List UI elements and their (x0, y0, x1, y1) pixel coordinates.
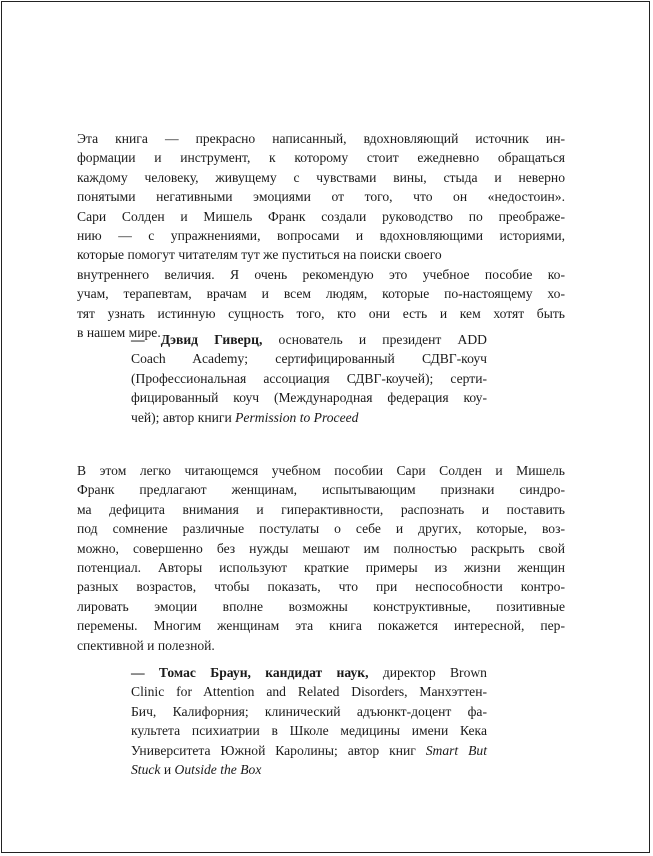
text-line: внутреннего величия. Я очень рекомендую это учебное пособие ко- (77, 266, 565, 282)
attribution-line (131, 741, 487, 760)
conjunction: и (163, 761, 172, 777)
author-name: — Дэвид Гиверц, (131, 332, 263, 347)
endorsement-attribution-2 (131, 663, 487, 779)
endorsement-quote-2 (77, 461, 565, 655)
text-line: Сари Солден и Мишель Франк создали руководство по преображе- (77, 208, 565, 224)
text-line: формации и инструмент, к которому стоит ежедневно обращаться (77, 150, 565, 166)
text-line: можно, совершенно без нужды мешают им полностью раскрыть свой (77, 540, 565, 556)
text-line: учам, терапевтам, врачам и всем людям, которые по-настоящему хо- (77, 286, 565, 302)
author-name: — Томас Браун, кандидат наук, (131, 665, 369, 680)
text-line: под сомнение различные постулаты о себе и других, которые, воз- (77, 521, 565, 537)
endorsement-attribution-1 (131, 330, 487, 427)
attribution-line (131, 760, 487, 779)
attribution-line: Бич, Калифорния; клинический адъюнкт-доцент фа- (131, 703, 487, 719)
text-line: каждому человеку, живущему с чувствами вины, стыда и неверно (77, 169, 565, 185)
attribution-line: (Профессиональная ассоциация СДВГ-коучей); серти- (131, 370, 487, 386)
attribution-line (131, 330, 487, 349)
text-line: нию — с упражнениями, вопросами и вдохновляющими историями, (77, 227, 565, 243)
attribution-text: чей); автор книги (131, 409, 232, 425)
attribution-text: Университета Южной Каролины; автор книг (131, 742, 416, 758)
text-line: разных возрастов, чтобы показать, что при неспособности контро- (77, 579, 565, 595)
attribution-line (131, 663, 487, 682)
text-line: Эта книга — прекрасно написанный, вдохновляющий источник ин- (77, 131, 565, 146)
text-line: ма дефицита внимания и гиперактивности, распознать и поставить (77, 501, 565, 517)
text-line: Франк предлагают женщинам, испытывающим признаки синдро- (77, 482, 565, 498)
attribution-line: фицированный коуч (Международная федерация коу- (131, 390, 487, 406)
endorsement-quote-1 (77, 129, 565, 342)
author-credentials: директор Brown (382, 665, 487, 680)
text-line: потенциал. Авторы используют краткие примеры из жизни женщин (77, 559, 565, 575)
text-line: спективной и полезной. (77, 637, 215, 653)
text-line: перемены. Многим женщинам эта книга покажется интересной, пер- (77, 618, 565, 634)
text-line: которые помогут читателям тут же пуститься на поиски своего (77, 247, 442, 263)
book-title: Smart But (425, 742, 487, 758)
text-line: понятыми негативными эмоциями от того, что он «недостоин». (77, 189, 565, 205)
book-title: Permission to Proceed (235, 409, 359, 425)
attribution-line: культета психиатрии в Школе медицины имени Кека (131, 723, 487, 739)
attribution-line: Clinic for Attention and Related Disorders, Манхэттен- (131, 684, 487, 700)
book-page (1, 1, 650, 853)
attribution-line (131, 408, 487, 427)
text-line: в нашем мире. (77, 324, 161, 340)
book-title: Stuck (131, 761, 161, 777)
text-line: В этом легко читающемся учебном пособии Сари Солден и Мишель (77, 463, 565, 478)
book-title: Outside the Box (174, 761, 262, 777)
text-line: лировать эмоции вполне возможны конструктивные, позитивные (77, 598, 565, 614)
author-credentials: основатель и президент ADD (278, 332, 488, 347)
text-line: тят узнать истинную сущность того, кто они есть и кем хотят быть (77, 305, 565, 321)
attribution-line: Coach Academy; сертифицированный СДВГ-коуч (131, 351, 487, 367)
